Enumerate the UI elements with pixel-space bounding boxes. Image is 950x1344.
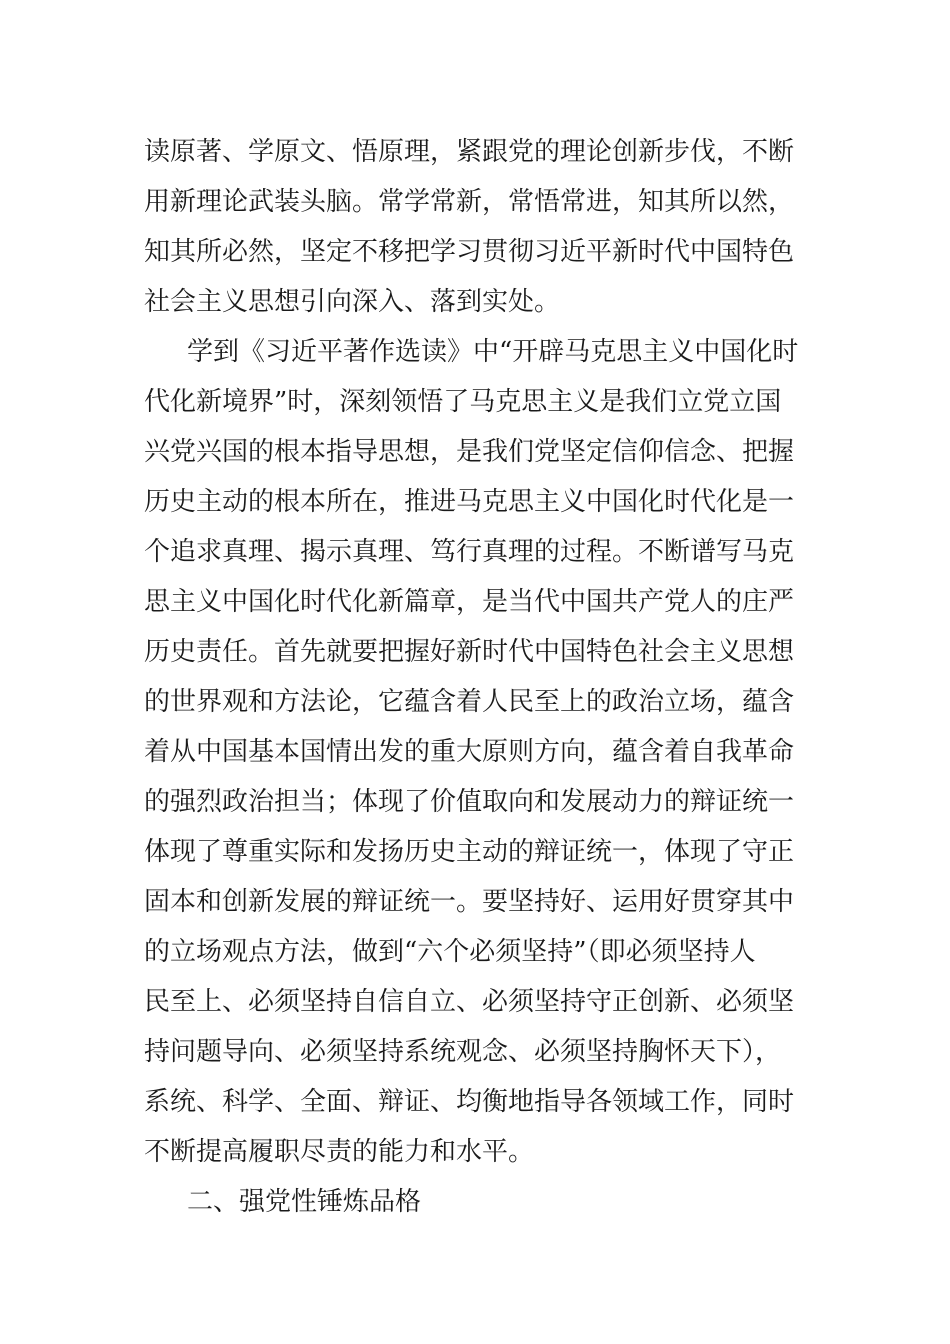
section-heading	[0, 1177, 950, 1227]
paragraph-2-line-5	[0, 527, 950, 577]
line-text: 的强烈政治担当；体现了价值取向和发展动力的辩证统一	[144, 787, 795, 817]
paragraph-1-line-4	[0, 277, 950, 327]
line-text: 社会主义思想引向深入、落到实处。	[144, 287, 561, 317]
paragraph-1-line-3	[0, 227, 950, 277]
line-text: 兴党兴国的根本指导思想，是我们党坚定信仰信念、把握	[144, 437, 795, 467]
line-text: 读原著、学原文、悟原理，紧跟党的理论创新步伐，不断	[144, 137, 795, 167]
paragraph-1-line-2	[0, 177, 950, 227]
paragraph-2-line-17	[0, 1127, 950, 1177]
line-text: 民至上、必须坚持自信自立、必须坚持守正创新、必须坚	[144, 987, 795, 1017]
line-text: 历史责任。首先就要把握好新时代中国特色社会主义思想	[144, 637, 795, 667]
paragraph-2-line-11	[0, 827, 950, 877]
line-text: 的立场观点方法，做到“六个必须坚持”（即必须坚持人	[144, 937, 756, 967]
line-text: 历史主动的根本所在，推进马克思主义中国化时代化是一	[144, 487, 795, 517]
line-text: 不断提高履职尽责的能力和水平。	[144, 1137, 535, 1167]
line-text: 持问题导向、必须坚持系统观念、必须坚持胸怀天下），	[144, 1037, 782, 1067]
paragraph-2-line-6	[0, 577, 950, 627]
paragraph-1-line-1	[0, 127, 950, 177]
line-text: 体现了尊重实际和发扬历史主动的辩证统一，体现了守正	[144, 837, 795, 867]
paragraph-2-line-14	[0, 977, 950, 1027]
paragraph-2-line-13	[0, 927, 950, 977]
line-text: 学到《习近平著作选读》中“开辟马克思主义中国化时	[187, 337, 799, 367]
line-text: 系统、科学、全面、辩证、均衡地指导各领域工作，同时	[144, 1087, 795, 1117]
line-text: 代化新境界”时，深刻领悟了马克思主义是我们立党立国	[144, 387, 782, 417]
paragraph-2-line-2	[0, 377, 950, 427]
paragraph-2-line-12	[0, 877, 950, 927]
paragraph-2-line-10	[0, 777, 950, 827]
paragraph-2-line-1	[0, 327, 950, 377]
line-text: 的世界观和方法论，它蕴含着人民至上的政治立场，蕴含	[144, 687, 795, 717]
paragraph-2-line-9	[0, 727, 950, 777]
line-text: 固本和创新发展的辩证统一。要坚持好、运用好贯穿其中	[144, 887, 795, 917]
section-heading-text: 二、强党性锤炼品格	[187, 1187, 422, 1217]
paragraph-2-line-16	[0, 1077, 950, 1127]
paragraph-2-line-3	[0, 427, 950, 477]
line-text: 着从中国基本国情出发的重大原则方向，蕴含着自我革命	[144, 737, 795, 767]
paragraph-2-line-4	[0, 477, 950, 527]
line-text: 用新理论武装头脑。常学常新，常悟常进，知其所以然，	[144, 187, 795, 217]
line-text: 思主义中国化时代化新篇章，是当代中国共产党人的庄严	[144, 587, 795, 617]
line-text: 个追求真理、揭示真理、笃行真理的过程。不断谱写马克	[144, 537, 795, 567]
paragraph-2-line-15	[0, 1027, 950, 1077]
paragraph-2-line-7	[0, 627, 950, 677]
line-text: 知其所必然，坚定不移把学习贯彻习近平新时代中国特色	[144, 237, 795, 267]
paragraph-2-line-8	[0, 677, 950, 727]
